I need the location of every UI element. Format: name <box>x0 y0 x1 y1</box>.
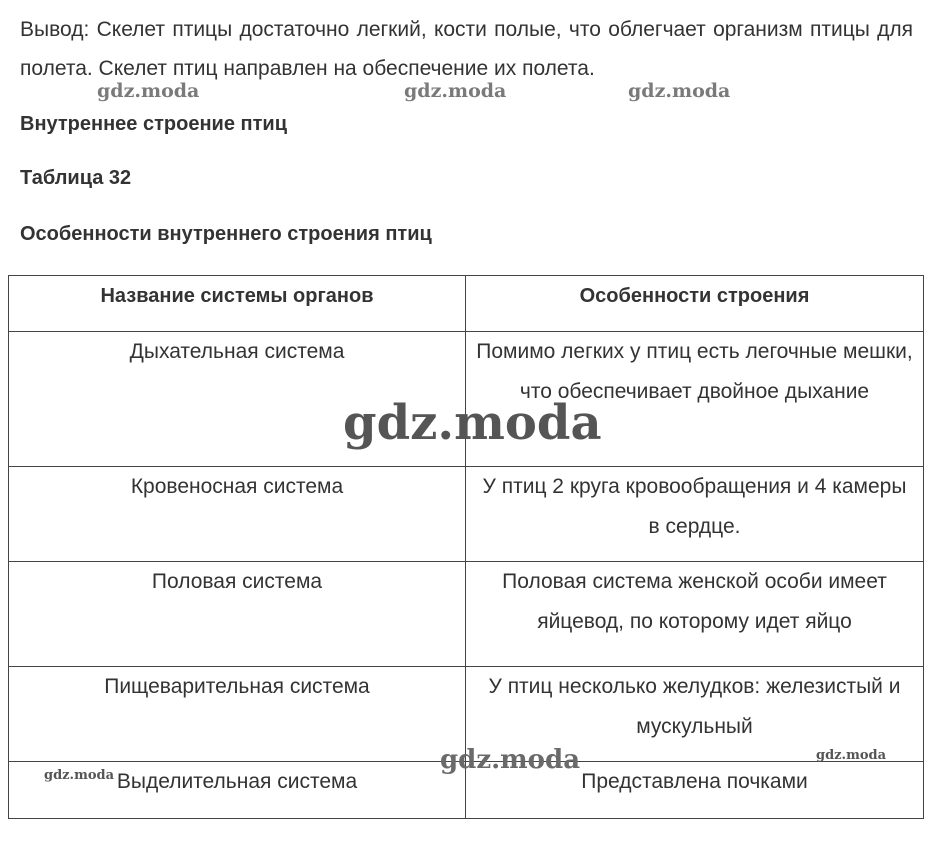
watermark-logo: gdz.moda <box>440 745 581 775</box>
watermark-logo: gdz.moda <box>44 768 115 783</box>
system-name-cell: Половая система <box>9 562 466 667</box>
watermark-logo: gdz.moda <box>816 748 887 763</box>
watermark-logo: gdz.moda <box>628 80 731 102</box>
features-cell: Половая система женской особи имеет яйцевод, по которому идет яйцо <box>466 562 924 667</box>
system-name-cell: Пищеварительная система <box>9 667 466 762</box>
system-name-cell: Дыхательная система <box>9 332 466 467</box>
section-title: Внутреннее строение птиц <box>20 113 287 135</box>
table-number: Таблица 32 <box>20 167 132 189</box>
features-cell: Помимо легких у птиц есть легочные мешки, что обеспечивает двойное дыхание <box>466 332 924 467</box>
table-row <box>9 562 924 667</box>
features-cell: У птиц несколько желудков: железистый и мускульный <box>466 667 924 762</box>
conclusion-text: Вывод: Скелет птицы достаточно легкий, кости полые, что облегчает организм птицы для полета. Скелет птиц направлен на обеспечение их полета. <box>20 18 913 80</box>
table-row <box>9 332 924 467</box>
header-features: Особенности строения <box>466 276 924 332</box>
table-row <box>9 762 924 819</box>
system-name-cell: Кровеносная система <box>9 467 466 562</box>
system-name-cell: Выделительная система <box>9 762 466 819</box>
table-row <box>9 667 924 762</box>
features-cell: Представлена почками <box>466 762 924 819</box>
features-cell: У птиц 2 круга кровообращения и 4 камеры в сердце. <box>466 467 924 562</box>
table-title: Особенности внутреннего строения птиц <box>20 223 432 245</box>
table-row <box>9 467 924 562</box>
table-header-row <box>9 276 924 332</box>
header-system-name: Название системы органов <box>9 276 466 332</box>
watermark-logo: gdz.moda <box>343 395 602 451</box>
watermark-logo: gdz.moda <box>97 80 200 102</box>
organ-systems-table <box>8 275 924 819</box>
watermark-logo: gdz.moda <box>404 80 507 102</box>
